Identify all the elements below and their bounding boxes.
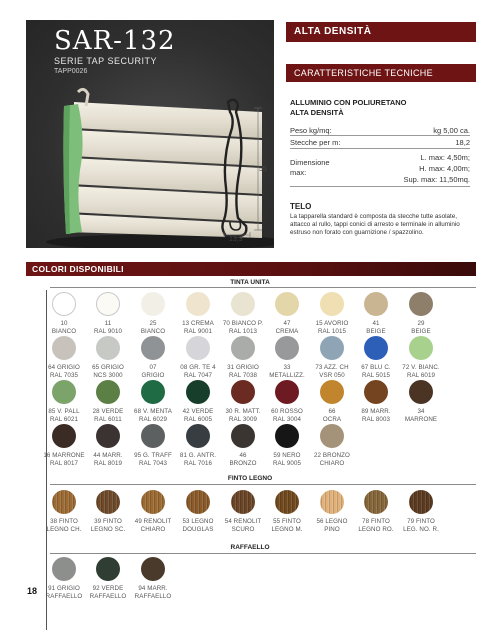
color-label: 38 FINTO LEGNO CH.	[46, 518, 82, 533]
color-dot	[364, 380, 388, 404]
color-label: 85 V. PALL RAL 6021	[48, 408, 80, 423]
color-dot	[141, 424, 165, 448]
color-label: 68 V. MENTA RAL 6029	[134, 408, 172, 423]
color-label: 53 LEGNO DOUGLAS	[182, 518, 214, 533]
color-label: 55 FINTO LEGNO M.	[271, 518, 303, 533]
dimension-l: L. max: 4,50m;	[420, 153, 470, 162]
divider	[290, 148, 470, 149]
divider	[290, 186, 470, 187]
color-label: 65 GRIGIO NCS 3000	[92, 364, 124, 379]
color-dot	[96, 336, 120, 360]
color-dot	[275, 292, 299, 316]
color-dot	[52, 424, 76, 448]
product-code: TAPP0026	[54, 68, 88, 75]
color-label: 60 ROSSO RAL 3004	[271, 408, 303, 423]
color-dot	[275, 336, 299, 360]
color-dot	[275, 490, 299, 514]
color-label: 28 VERDE RAL 6011	[92, 408, 124, 423]
weight-label: Peso kg/mq:	[290, 126, 332, 135]
color-dot	[231, 336, 255, 360]
slats-row	[290, 138, 470, 148]
color-label: 47 CREMA	[275, 320, 299, 335]
color-label: 91 GRIGIO RAFFAELLO	[45, 585, 83, 600]
color-label: 72 V. BIANC. RAL 6019	[402, 364, 440, 379]
color-dot	[52, 336, 76, 360]
slats-value: 18,2	[455, 138, 470, 147]
color-label: 70 BIANCO P. RAL 1013	[222, 320, 264, 335]
color-dot	[52, 292, 76, 316]
color-label: 07 GRIGIO	[141, 364, 165, 379]
color-swatch	[395, 380, 447, 423]
color-label: 89 MARR. RAL 8003	[361, 408, 391, 423]
color-label: 95 G. TRAFF RAL 7043	[134, 452, 172, 467]
color-dot	[320, 336, 344, 360]
color-dot	[186, 292, 210, 316]
color-swatch	[395, 292, 447, 335]
dimension-sup: Sup. max: 11,50mq.	[403, 175, 470, 184]
color-label: 41 BEIGE	[366, 320, 386, 335]
color-swatch	[395, 490, 447, 533]
color-label: 15 AVORIO RAL 1015	[315, 320, 349, 335]
material-line-2: ALTA DENSITÀ	[290, 108, 344, 117]
color-dot	[96, 380, 120, 404]
color-label: 59 NERO RAL 9005	[272, 452, 302, 467]
page-number: 18	[27, 586, 38, 596]
color-dot	[320, 424, 344, 448]
color-dot	[52, 557, 76, 581]
color-label: 92 VERDE RAFFAELLO	[89, 585, 127, 600]
color-dot	[96, 292, 120, 316]
profile-height-label: 55	[259, 166, 267, 173]
density-heading: ALTA DENSITÀ	[286, 22, 476, 42]
color-dot	[364, 336, 388, 360]
color-dot	[141, 490, 165, 514]
color-label: 11 RAL 9010	[93, 320, 123, 335]
color-dot	[96, 557, 120, 581]
color-dot	[320, 380, 344, 404]
color-dot	[275, 424, 299, 448]
color-dot	[96, 490, 120, 514]
group-title-tinta-unita: TINTA UNITA	[230, 279, 270, 286]
color-dot	[231, 424, 255, 448]
color-label: 25 BIANCO	[140, 320, 166, 335]
color-label: 34 MARRONE	[404, 408, 438, 423]
color-label: 81 G. ANTR. RAL 7016	[179, 452, 217, 467]
group-title-raffaello: RAFFAELLO	[230, 544, 270, 551]
color-dot	[320, 490, 344, 514]
color-label: 64 GRIGIO RAL 7035	[48, 364, 80, 379]
color-dot	[231, 292, 255, 316]
color-label: 31 GRIGIO RAL 7038	[227, 364, 259, 379]
color-label: 73 AZZ. CH VSR 050	[315, 364, 349, 379]
slats-label: Stecche per m:	[290, 138, 341, 147]
product-title: SAR-132	[54, 26, 176, 56]
divider	[290, 135, 470, 136]
section-line	[50, 553, 476, 554]
color-dot	[320, 292, 344, 316]
color-label: 08 GR. TE 4 RAL 7047	[180, 364, 216, 379]
specs-heading: CARATTERISTICHE TECNICHE	[286, 64, 476, 82]
color-dot	[141, 557, 165, 581]
section-line	[50, 287, 476, 288]
material-line-1: ALLUMINIO CON POLIURETANO	[290, 98, 407, 107]
color-label: 67 BLU C. RAL 5015	[361, 364, 391, 379]
color-label: 33 METALLIZZ.	[269, 364, 305, 379]
color-dot	[52, 490, 76, 514]
profile-width-label: 13,3	[229, 236, 243, 243]
color-label: 49 RENOLIT CHIARO	[134, 518, 172, 533]
material-description	[290, 98, 470, 118]
group-title-finto-legno: FINTO LEGNO	[227, 475, 273, 482]
color-label: 44 MARR. RAL 8019	[93, 452, 123, 467]
color-label: 10 BIANCO	[51, 320, 77, 335]
color-dot	[364, 292, 388, 316]
color-label: 78 FINTO LEGNO RO.	[358, 518, 394, 533]
color-swatch	[395, 336, 447, 379]
color-dot	[275, 380, 299, 404]
telo-title: TELO	[290, 202, 312, 211]
color-dot	[409, 490, 433, 514]
colors-heading: COLORI DISPONIBILI	[32, 264, 124, 274]
color-dot	[141, 336, 165, 360]
color-label: 66 OCRA	[322, 408, 342, 423]
color-dot	[141, 292, 165, 316]
dimension-label-2: max:	[290, 168, 307, 177]
color-label: 54 RENOLIT SCURO	[224, 518, 262, 533]
color-label: 46 BRONZO	[229, 452, 257, 467]
color-dot	[186, 490, 210, 514]
color-swatch	[127, 557, 179, 600]
color-label: 30 R. MATT. RAL 3009	[225, 408, 261, 423]
color-label: 29 BEIGE	[411, 320, 431, 335]
color-label: 42 VERDE RAL 6005	[182, 408, 214, 423]
color-label: 79 FINTO LEG. NO. R.	[403, 518, 439, 533]
color-label: 56 LEGNO PINO	[316, 518, 348, 533]
color-dot	[409, 292, 433, 316]
color-swatch	[306, 424, 358, 467]
color-label: 22 BRONZO CHIARO	[314, 452, 350, 467]
product-series: SERIE TAP SECURITY	[54, 56, 158, 66]
color-label: 13 CREMA RAL 9001	[182, 320, 214, 335]
color-dot	[231, 490, 255, 514]
color-dot	[96, 424, 120, 448]
color-dot	[409, 336, 433, 360]
dimension-label	[290, 158, 350, 178]
color-dot	[141, 380, 165, 404]
color-dot	[186, 380, 210, 404]
color-dot	[52, 380, 76, 404]
weight-value: kg 5,00 ca.	[433, 126, 470, 135]
color-dot	[186, 424, 210, 448]
dimension-label-1: Dimensione	[290, 158, 330, 167]
color-dot	[231, 380, 255, 404]
section-line	[50, 484, 476, 485]
color-dot	[364, 490, 388, 514]
color-dot	[186, 336, 210, 360]
color-label: 16 MARRONE RAL 8017	[43, 452, 85, 467]
color-dot	[409, 380, 433, 404]
telo-text: La tapparella standard è composta da stecche tutte asolate, attacco al rullo, tappi conici di arresto e terminale in alluminio estruso non forato con guarnizione / spazzolino.	[290, 213, 460, 236]
dimension-h: H. max: 4,00m;	[419, 164, 470, 173]
color-label: 39 FINTO LEGNO SC.	[90, 518, 126, 533]
color-label: 94 MARR. RAFFAELLO	[134, 585, 172, 600]
